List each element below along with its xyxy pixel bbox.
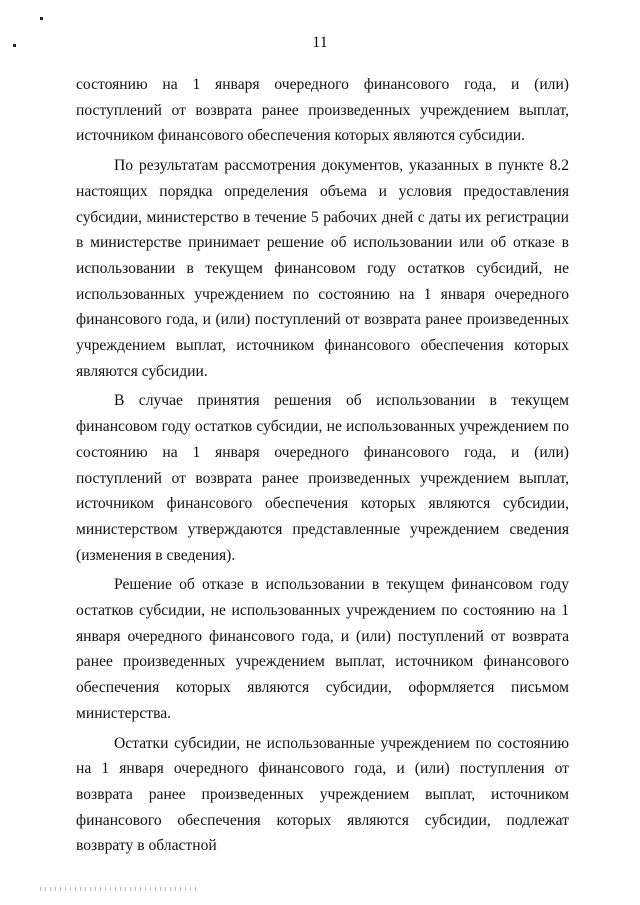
paragraph: По результатам рассмотрения документов, указанных в пункте 8.2 настоящих порядка определения объема и условия предоставления субсидии, министерство в течение 5 рабочих дней с даты их регистрации в министерстве принимает решение об использовании или об отказе в использовании в текущем финансовом году остатков субсидий, не использованных учреждением по состоянию на 1 января очередного финансового года, и (или) поступлений от возврата ранее произведенных учреждением выплат, источником финансового обеспечения которых являются субсидии. <box>76 157 569 380</box>
page-number: 11 <box>312 34 328 51</box>
paragraph: Остатки субсидии, не использованные учреждением по состоянию на 1 января очередного финансового года, и (или) поступления от возврата ранее произведенных учреждением выплат, источником финансового обеспечения которых являются субсидии, подлежат возврату в областной <box>76 734 569 855</box>
body-text <box>76 72 569 859</box>
scan-artifact <box>40 887 200 891</box>
paragraph: В случае принятия решения об использовании в текущем финансовом году остатков субсидии, не использованных учреждением по состоянию на 1 января очередного финансового года, и (или) поступлений от возврата ранее произведенных учреждением выплат, источником финансового обеспечения которых являются субсидии, министерством утверждаются представленные учреждением сведения (изменения в сведения). <box>76 392 569 564</box>
scan-dot <box>40 17 43 20</box>
paragraph: Решение об отказе в использовании в текущем финансовом году остатков субсидии, не использованных учреждением по состоянию на 1 января очередного финансового года, и (или) поступлений от возврата ранее произведенных учреждением выплат, источником финансового обеспечения которых являются субсидии, оформляется письмом министерства. <box>76 576 569 722</box>
paragraph: состоянию на 1 января очередного финансового года, и (или) поступлений от возврата ранее произведенных учреждением выплат, источником финансового обеспечения которых являются субсидии. <box>76 76 569 145</box>
